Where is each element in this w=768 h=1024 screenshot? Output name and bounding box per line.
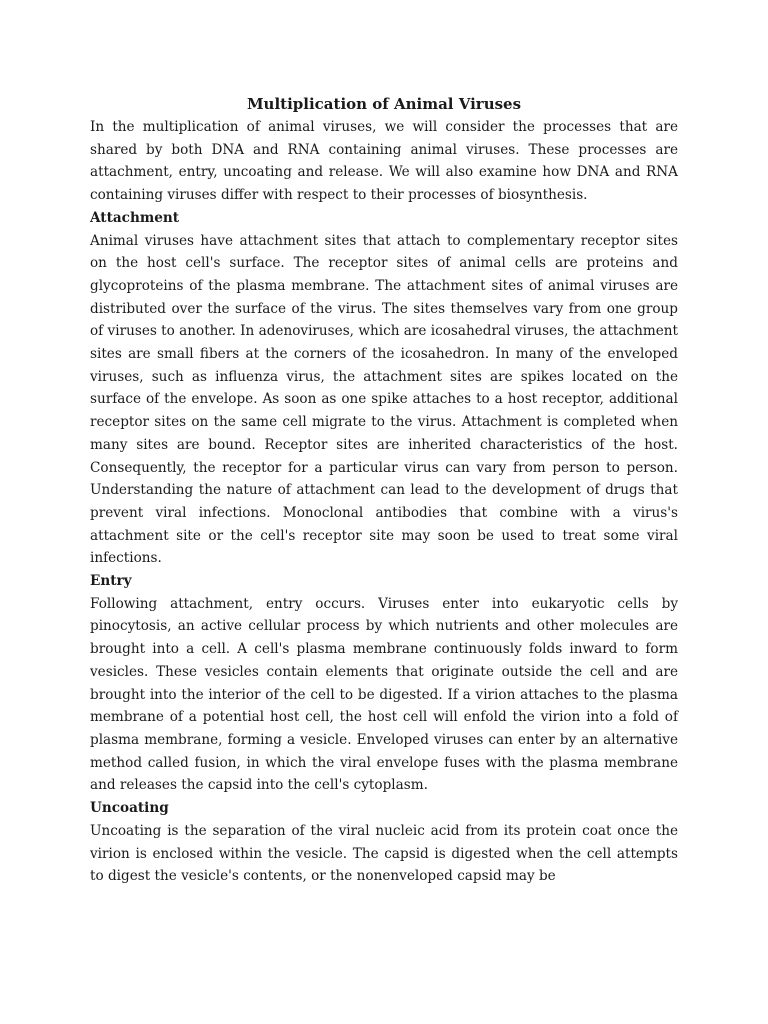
section-body: Animal viruses have attachment sites that attach to complementary receptor sites on the host cell's surface. The receptor sites of animal cells are proteins and glycoproteins of the plasma membrane. The attachment sites of animal viruses are distributed over the surface of the virus. The sites themselves vary from one group of viruses to another. In adenoviruses, which are icosahedral viruses, the attachment sites are small fibers at the corners of the icosahedron. In many of the enveloped viruses, such as influenza virus, the attachment sites are spikes located on the surface of the envelope. As soon as one spike attaches to a host receptor, additional receptor sites on the same cell migrate to the virus. Attachment is completed when many sites are bound. Receptor sites are inherited characteristics of the host. Consequently, the receptor for a particular virus can vary from person to person. Understanding the nature of attachment can lead to the development of drugs that prevent viral infections. Monoclonal antibodies that combine with a virus's attachment site or the cell's receptor site may soon be used to treat some viral infections.: [90, 232, 678, 567]
document-title: Multiplication of Animal Viruses: [246, 95, 522, 113]
document-content: [90, 93, 678, 888]
section-heading: Attachment: [90, 209, 180, 226]
section-entry: [90, 570, 678, 797]
intro-paragraph: In the multiplication of animal viruses, we will consider the processes that are shared by both DNA and RNA containing animal viruses. These processes are attachment, entry, uncoating and release. We will also examine how DNA and RNA containing viruses differ with respect to their processes of biosynthesis.: [90, 119, 678, 204]
section-attachment: [90, 207, 678, 570]
section-body: Following attachment, entry occurs. Viruses enter into eukaryotic cells by pinocytosis, an active cellular process by which nutrients and other molecules are brought into a cell. A cell's plasma membrane continuously folds inward to form vesicles. These vesicles contain elements that originate outside the cell and are brought into the interior of the cell to be digested. If a virion attaches to the plasma membrane of a potential host cell, the host cell will enfold the virion into a fold of plasma membrane, forming a vesicle. Enveloped viruses can enter by an alternative method called fusion, in which the viral envelope fuses with the plasma membrane and releases the capsid into the cell's cytoplasm.: [90, 595, 678, 794]
section-uncoating: [90, 797, 678, 888]
section-heading: Entry: [90, 573, 132, 590]
section-body: Uncoating is the separation of the viral nucleic acid from its protein coat once the virion is enclosed within the vesicle. The capsid is digested when the cell attempts to digest the vesicle's contents, or the nonenveloped capsid may be: [90, 822, 678, 885]
section-heading: Uncoating: [90, 800, 169, 817]
